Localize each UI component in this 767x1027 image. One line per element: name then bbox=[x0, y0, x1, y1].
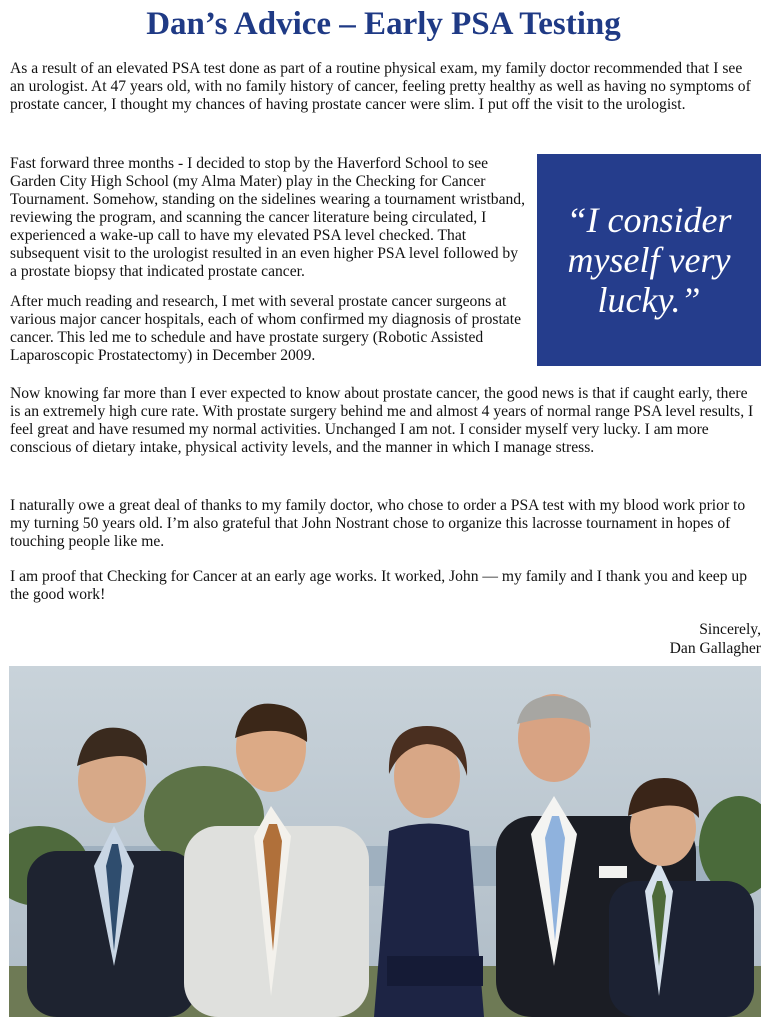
closing-line: Sincerely, bbox=[699, 621, 761, 638]
pull-quote-text: “I consider myself very lucky.” bbox=[566, 200, 732, 320]
page-title: Dan’s Advice – Early PSA Testing bbox=[146, 6, 621, 42]
paragraph-surgery: After much reading and research, I met with several prostate cancer surgeons at various major cancer hospitals, each of whom confirmed my diagnosis of prostate cancer. This led me to schedule and have prostate surgery (Robotic Assisted Laparoscopic Prostatectomy) in December 2009. bbox=[10, 293, 521, 364]
paragraph-thanks: I naturally owe a great deal of thanks to my family doctor, who chose to order a PSA test with my blood work prior to my turning 50 years old. I’m also grateful that John Nostrant chose to organize this lacrosse tournament in hopes of touching people like me. bbox=[10, 497, 746, 550]
paragraph-proof: I am proof that Checking for Cancer at an early age works. It worked, John — my family and I thank you and keep up the good work! bbox=[10, 568, 748, 603]
pull-quote bbox=[537, 154, 761, 366]
paragraph-tournament: Fast forward three months - I decided to stop by the Haverford School to see Garden City High School (my Alma Mater) play in the Checking for Cancer Tournament. Somehow, standing on the sidelines wearing a tournament wristband, reviewing the program, and scanning the cancer literature being circulated, I experienced a wake-up call to have my elevated PSA level checked. That subsequent visit to the urologist resulted in an even higher PSA level followed by a prostate biopsy that indicated prostate cancer. bbox=[10, 155, 525, 280]
signature-block bbox=[461, 620, 761, 658]
paragraph-intro: As a result of an elevated PSA test done as part of a routine physical exam, my family doctor recommended that I see an urologist. At 47 years old, with no family history of cancer, feeling pretty healthy as well as having no symptoms of prostate cancer, I thought my chances of having prostate cancer were slim. I put off the visit to the urologist. bbox=[10, 60, 751, 113]
paragraph-outcome: Now knowing far more than I ever expected to know about prostate cancer, the good news is that if caught early, there is an extremely high cure rate. With prostate surgery behind me and almost 4 years of normal range PSA level results, I feel great and have resumed my normal activities. Unchanged I am not. I consider myself very lucky. I am more conscious of dietary intake, physical activity levels, and the manner in which I manage stress. bbox=[10, 385, 754, 456]
signature-name: Dan Gallagher bbox=[669, 640, 761, 657]
family-photo bbox=[9, 666, 761, 1017]
